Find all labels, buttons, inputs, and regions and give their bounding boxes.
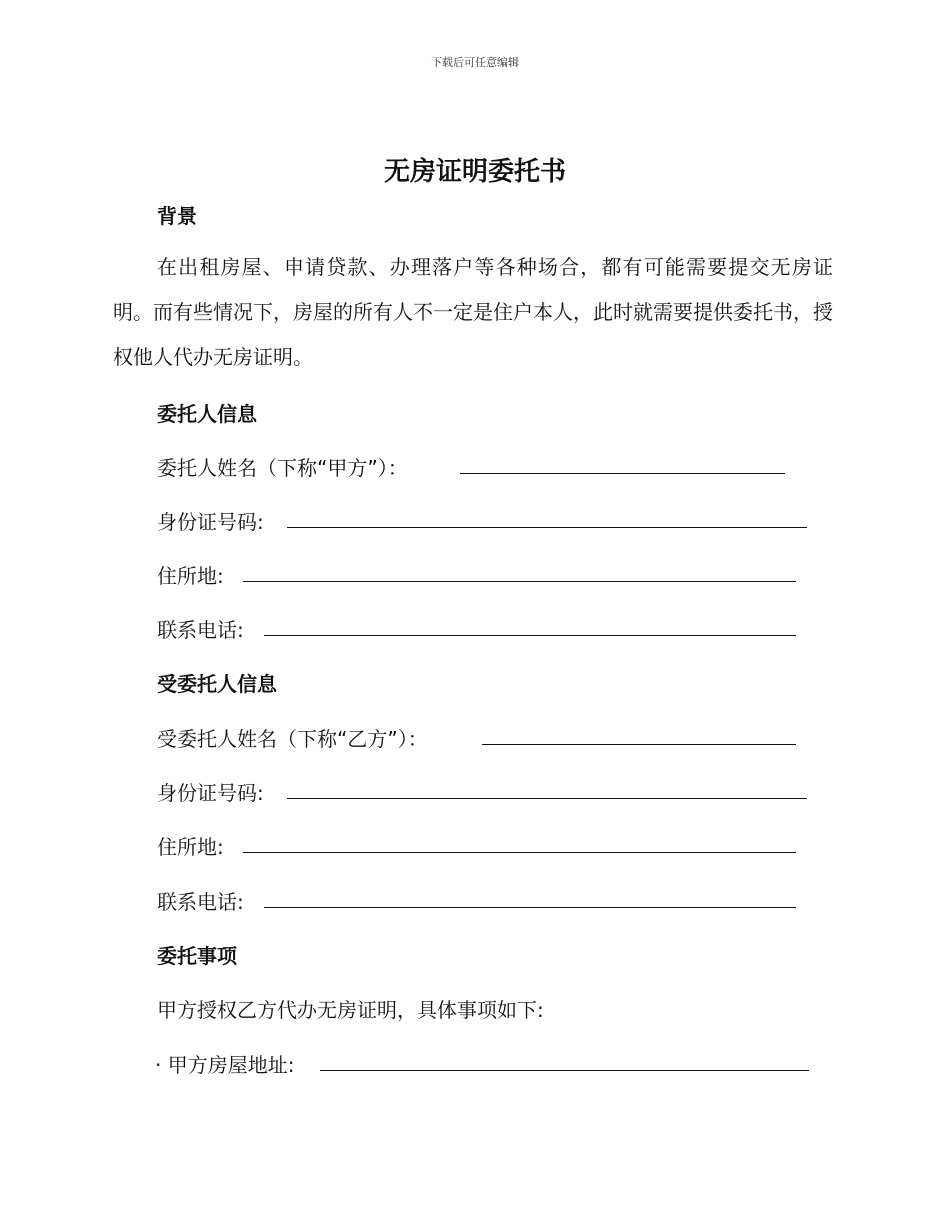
agent-phone-field[interactable] — [264, 907, 796, 908]
header-note: 下载后可任意编辑 — [431, 56, 519, 69]
matters-intro: 甲方授权乙方代办无房证明，具体事项如下: — [157, 998, 544, 1022]
principal-address-field[interactable] — [243, 581, 796, 582]
agent-phone-label: 联系电话: — [157, 890, 244, 914]
agent-name-label: 受委托人姓名（下称“乙方”）： — [157, 727, 428, 751]
principal-address-label: 住所地: — [157, 564, 224, 588]
document-title: 无房证明委托书 — [383, 157, 566, 187]
section-heading-agent: 受委托人信息 — [157, 672, 277, 696]
principal-phone-field[interactable] — [264, 635, 796, 636]
agent-address-field[interactable] — [243, 852, 796, 853]
section-heading-principal: 委托人信息 — [157, 402, 257, 426]
principal-phone-label: 联系电话: — [157, 618, 244, 642]
house-address-field[interactable] — [320, 1070, 809, 1071]
agent-id-field[interactable] — [287, 798, 807, 799]
agent-address-label: 住所地: — [157, 835, 224, 859]
principal-id-field[interactable] — [287, 527, 807, 528]
principal-id-label: 身份证号码: — [157, 510, 264, 534]
house-address-label: · 甲方房屋地址: — [155, 1053, 295, 1077]
principal-name-field[interactable] — [460, 473, 785, 474]
agent-name-field[interactable] — [482, 744, 796, 745]
section-heading-background: 背景 — [157, 204, 197, 228]
section-heading-matters: 委托事项 — [157, 944, 237, 968]
principal-name-label: 委托人姓名（下称“甲方”）： — [157, 456, 408, 480]
agent-id-label: 身份证号码: — [157, 781, 264, 805]
background-paragraph: 在出租房屋、申请贷款、办理落户等各种场合，都有可能需要提交无房证明。而有些情况下，房屋的所有人不一定是住户本人，此时就需要提供委托书，授权他人代办无房证明。 — [113, 255, 833, 369]
